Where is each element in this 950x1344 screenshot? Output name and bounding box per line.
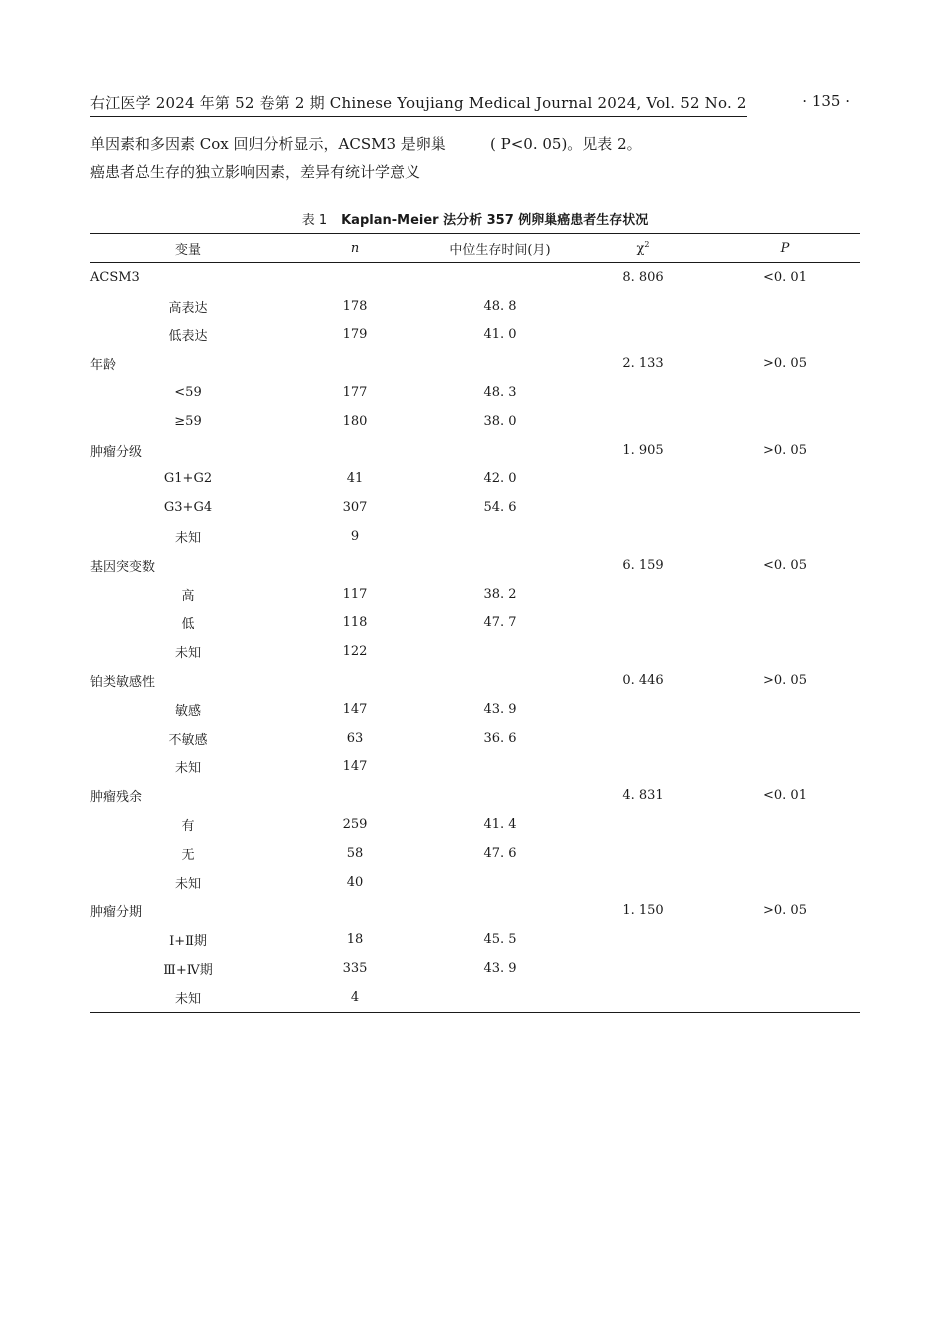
cell-median	[424, 522, 576, 551]
cell-chi: 8. 806	[622, 269, 664, 285]
cell-p	[710, 580, 860, 609]
cell-var: 未知	[174, 531, 201, 547]
cell-chi: 1. 905	[622, 442, 664, 458]
table-number: 表 1	[301, 213, 328, 228]
cell-chi	[576, 925, 710, 954]
cell-p	[710, 695, 860, 724]
cell-median: 47. 7	[483, 615, 517, 631]
cell-chi	[576, 868, 710, 897]
table-row	[90, 983, 860, 1012]
table-header-row	[90, 234, 860, 263]
table-row	[90, 868, 860, 897]
cell-n: 40	[346, 874, 364, 890]
cell-var: <59	[174, 385, 202, 401]
cell-p	[710, 839, 860, 868]
cell-p: >0. 05	[763, 442, 807, 458]
cell-n: 117	[342, 586, 368, 602]
cell-median	[424, 753, 576, 782]
table-row	[90, 292, 860, 321]
cell-median	[424, 897, 576, 926]
cell-chi: 1. 150	[622, 903, 664, 919]
body-paragraph-continued	[490, 130, 850, 158]
cell-p	[710, 292, 860, 321]
cell-n	[286, 349, 424, 378]
cell-p	[710, 983, 860, 1012]
cell-p	[710, 465, 860, 494]
cell-median	[424, 983, 576, 1012]
cell-median	[424, 666, 576, 695]
cell-chi	[576, 695, 710, 724]
cell-median	[424, 436, 576, 465]
header-chi-square	[576, 234, 710, 263]
cell-p	[710, 753, 860, 782]
cell-chi	[576, 810, 710, 839]
header-variable: 变量	[90, 234, 286, 263]
cell-median: 41. 4	[483, 817, 517, 833]
cell-p	[710, 724, 860, 753]
cell-median: 43. 9	[483, 701, 517, 717]
table-row	[90, 321, 860, 350]
cell-chi	[576, 609, 710, 638]
cell-var: ACSM3	[90, 269, 140, 285]
cell-p	[710, 321, 860, 350]
running-header	[90, 92, 850, 114]
table-row	[90, 407, 860, 436]
cell-n: 18	[346, 932, 364, 948]
cell-median: 38. 0	[483, 413, 517, 429]
table-row	[90, 551, 860, 580]
cell-var: 高表达	[168, 300, 208, 316]
table-row	[90, 263, 860, 292]
table-title: Kaplan-Meier 法分析 357 例卵巢癌患者生存状况	[341, 213, 649, 228]
table-row	[90, 753, 860, 782]
cell-var: 未知	[174, 876, 201, 892]
cell-p: <0. 01	[763, 269, 807, 285]
survival-table	[90, 233, 860, 1013]
cell-chi	[576, 839, 710, 868]
table-row	[90, 839, 860, 868]
cell-var: 基因突变数	[90, 559, 156, 575]
cell-p: >0. 05	[763, 356, 807, 372]
cell-p	[710, 954, 860, 983]
cell-p: <0. 01	[763, 788, 807, 804]
journal-citation: 右江医学 2024 年第 52 卷第 2 期 Chinese Youjiang Medical Journal 2024, Vol. 52 No. 2	[90, 92, 747, 117]
page-number: · 135 ·	[802, 92, 850, 110]
cell-n: 335	[342, 961, 368, 977]
cell-chi	[576, 580, 710, 609]
cell-n: 147	[342, 759, 368, 775]
table-row	[90, 695, 860, 724]
cell-p	[710, 407, 860, 436]
cell-p: <0. 05	[763, 557, 807, 573]
cell-median	[424, 781, 576, 810]
cell-p: >0. 05	[763, 673, 807, 689]
cell-chi	[576, 378, 710, 407]
cell-n: 63	[346, 730, 364, 746]
body-paragraph	[90, 130, 470, 186]
cell-n	[286, 666, 424, 695]
cell-var: 肿瘤分级	[90, 444, 143, 460]
cell-median: 45. 5	[483, 932, 517, 948]
cell-n	[286, 897, 424, 926]
body-line: 癌患者总生存的独立影响因素，差异有统计学意义	[90, 163, 421, 181]
chi-superscript: 2	[644, 239, 650, 249]
cell-var: 敏感	[174, 703, 201, 719]
cell-var: G1+G2	[163, 471, 213, 487]
table-row	[90, 522, 860, 551]
cell-median: 38. 2	[483, 586, 517, 602]
cell-chi	[576, 292, 710, 321]
table-row	[90, 810, 860, 839]
cell-p: >0. 05	[763, 903, 807, 919]
cell-var: 年龄	[90, 358, 117, 374]
cell-var: 肿瘤残余	[90, 790, 143, 806]
cell-median	[424, 868, 576, 897]
body-line: ( P<0. 05)。见表 2。	[490, 135, 642, 153]
cell-n: 179	[342, 327, 368, 343]
header-n: n	[286, 234, 424, 263]
cell-var: Ⅲ+Ⅳ期	[163, 963, 213, 979]
cell-p	[710, 868, 860, 897]
cell-var: 有	[181, 819, 195, 835]
table-row	[90, 378, 860, 407]
cell-p	[710, 378, 860, 407]
table-row	[90, 349, 860, 378]
cell-var: 无	[181, 847, 195, 863]
cell-median: 36. 6	[483, 730, 517, 746]
cell-n: 180	[342, 413, 368, 429]
cell-n: 58	[346, 845, 364, 861]
cell-chi	[576, 522, 710, 551]
table-row	[90, 925, 860, 954]
cell-n: 41	[346, 471, 364, 487]
cell-n	[286, 263, 424, 292]
table-caption	[90, 209, 860, 228]
cell-chi	[576, 637, 710, 666]
cell-chi	[576, 493, 710, 522]
cell-n: 147	[342, 701, 368, 717]
table-row	[90, 897, 860, 926]
cell-var: ≥59	[174, 413, 202, 429]
table-body	[90, 263, 860, 1013]
table-row	[90, 954, 860, 983]
cell-n	[286, 551, 424, 580]
cell-chi	[576, 465, 710, 494]
cell-n: 259	[342, 817, 368, 833]
cell-chi: 2. 133	[622, 356, 664, 372]
cell-var: 未知	[174, 646, 201, 662]
cell-p	[710, 637, 860, 666]
cell-median	[424, 263, 576, 292]
cell-median: 41. 0	[483, 327, 517, 343]
cell-var: Ⅰ+Ⅱ期	[169, 934, 207, 950]
cell-p	[710, 493, 860, 522]
cell-var: 低	[181, 617, 195, 633]
cell-median	[424, 551, 576, 580]
cell-var: 肿瘤分期	[90, 905, 143, 921]
cell-chi	[576, 983, 710, 1012]
table-row	[90, 781, 860, 810]
cell-median	[424, 349, 576, 378]
cell-chi: 4. 831	[622, 788, 664, 804]
cell-p	[710, 609, 860, 638]
cell-chi	[576, 321, 710, 350]
cell-median: 54. 6	[483, 500, 517, 516]
cell-p	[710, 522, 860, 551]
cell-chi: 6. 159	[622, 557, 664, 573]
cell-median: 47. 6	[483, 845, 517, 861]
cell-n	[286, 436, 424, 465]
cell-n: 178	[342, 298, 368, 314]
cell-var: 高	[181, 588, 195, 604]
cell-n: 4	[286, 983, 424, 1012]
cell-n: 9	[350, 529, 360, 545]
cell-var: 低表达	[168, 329, 208, 345]
cell-p	[710, 810, 860, 839]
table-row	[90, 465, 860, 494]
cell-var: 未知	[174, 761, 201, 777]
table-row	[90, 637, 860, 666]
table-row	[90, 436, 860, 465]
cell-n: 118	[342, 615, 368, 631]
table-row	[90, 580, 860, 609]
cell-n: 122	[342, 644, 368, 660]
cell-var: 未知	[90, 983, 286, 1012]
cell-median	[424, 637, 576, 666]
cell-median: 43. 9	[483, 961, 517, 977]
chi-symbol: χ	[636, 241, 645, 257]
table-row	[90, 666, 860, 695]
cell-var: 铂类敏感性	[90, 675, 156, 691]
cell-chi	[576, 724, 710, 753]
cell-p	[710, 925, 860, 954]
cell-var: 不敏感	[168, 732, 208, 748]
cell-median: 42. 0	[483, 471, 517, 487]
cell-chi	[576, 954, 710, 983]
cell-n: 177	[342, 385, 368, 401]
table-row	[90, 609, 860, 638]
header-p-value: P	[710, 234, 860, 263]
cell-var: G3+G4	[163, 500, 213, 516]
cell-chi	[576, 407, 710, 436]
table-row	[90, 724, 860, 753]
table-row	[90, 493, 860, 522]
cell-n: 307	[342, 500, 368, 516]
cell-chi: 0. 446	[622, 673, 664, 689]
cell-n	[286, 781, 424, 810]
cell-median: 48. 3	[483, 385, 517, 401]
body-line: 单因素和多因素 Cox 回归分析显示，ACSM3 是卵巢	[90, 135, 446, 153]
header-median-survival: 中位生存时间(月)	[424, 234, 576, 263]
cell-chi	[576, 753, 710, 782]
cell-median: 48. 8	[483, 298, 517, 314]
